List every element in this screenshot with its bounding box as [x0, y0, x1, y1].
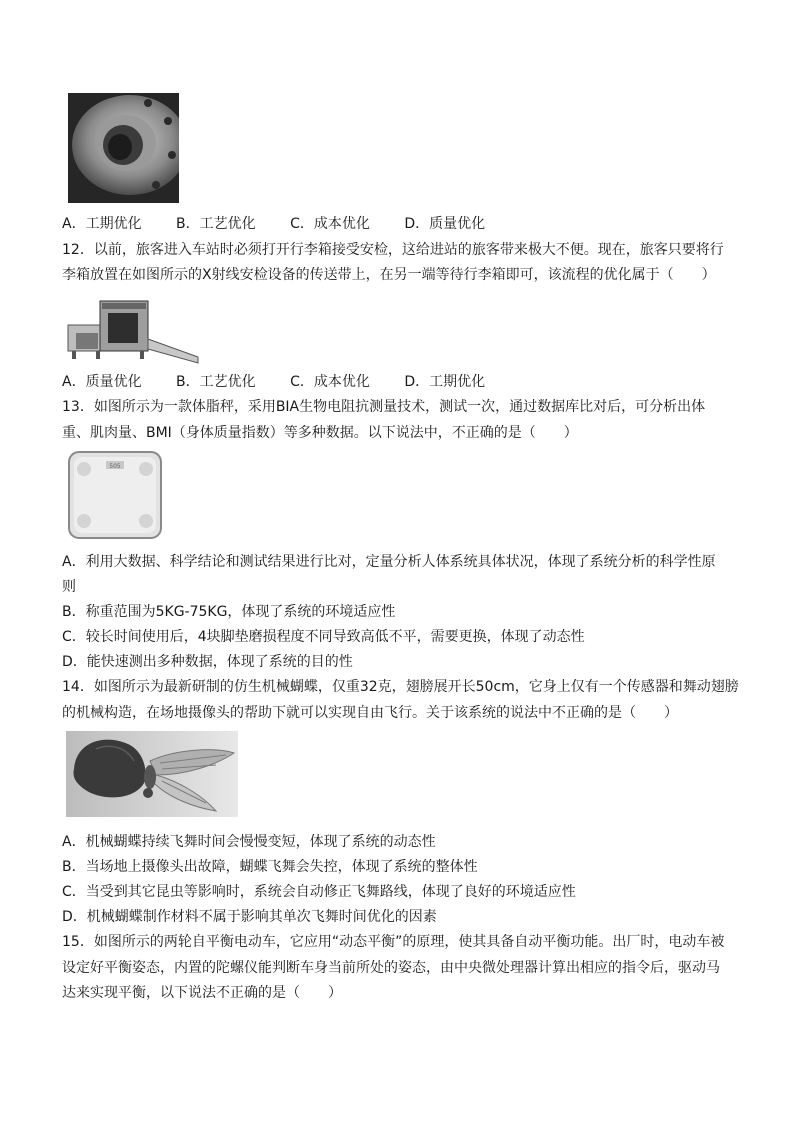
q12-option-d: D．工期优化: [404, 374, 486, 390]
q14-option-d: D．机械蝴蝶制作材料不属于影响其单次飞舞时间优化的因素: [62, 909, 437, 925]
q14-option-a: A．机械蝴蝶持续飞舞时间会慢慢变短，体现了系统的动态性: [62, 834, 436, 850]
q13-option-d: D．能快速测出多种数据，体现了系统的目的性: [62, 654, 353, 670]
q12-stem-line2: 李箱放置在如图所示的X射线安检设备的传送带上，在另一端等待行李箱即可，该流程的优化属于（ ）: [62, 267, 716, 283]
q13-stem-line2: 重、肌肉量、BMI（身体质量指数）等多种数据。以下说法中，不正确的是（ ）: [62, 425, 578, 441]
q11-option-a: A．工期优化: [62, 216, 142, 232]
robot-butterfly-image: [66, 731, 238, 817]
q14-stem-line1: 14．如图所示为最新研制的仿生机械蝴蝶，仅重32克，翅膀展开长50cm，它身上仅有一个传感器和舞动翅膀: [62, 679, 739, 695]
q12-stem-line1: 12．以前，旅客进入车站时必须打开行李箱接受安检，这给进站的旅客带来极大不便。现在，旅客只要将行: [62, 242, 724, 258]
q13-option-a-line2: 则: [62, 579, 76, 595]
q15-stem-line3: 达来实现平衡，以下说法不正确的是（ ）: [62, 985, 342, 1001]
q14-option-b: B．当场地上摄像头出故障，蝴蝶飞舞会失控，体现了系统的整体性: [62, 859, 478, 875]
q11-option-b: B．工艺优化: [176, 216, 256, 232]
q15-stem-line1: 15．如图所示的两轮自平衡电动车，它应用“动态平衡”的原理，使其具备自动平衡功能。出厂时，电动车被: [62, 934, 725, 950]
q13-option-b: B．称重范围为5KG-75KG，体现了系统的环境适应性: [62, 604, 396, 620]
q14-stem-line2: 的机械构造，在场地摄像头的帮助下就可以实现自由飞行。关于该系统的说法中不正确的是（ ）: [62, 705, 678, 721]
q12-option-b: B．工艺优化: [176, 374, 256, 390]
xray-scanner-image: [66, 293, 200, 365]
q12-options: [62, 372, 515, 392]
q13-option-c: C．较长时间使用后，4块脚垫磨损程度不同导致高低不平，需要更换，体现了动态性: [62, 629, 585, 645]
q11-option-d: D．质量优化: [404, 216, 486, 232]
q11-option-c: C．成本优化: [290, 216, 370, 232]
q15-stem-line2: 设定好平衡姿态，内置的陀螺仪能判断车身当前所处的姿态，由中央微处理器计算出相应的指令后，驱动马: [62, 960, 720, 976]
q11-options: [62, 214, 515, 234]
q14-option-c: C．当受到其它昆虫等影响时，系统会自动修正飞舞路线，体现了良好的环境适应性: [62, 884, 576, 900]
q13-option-a-line1: A．利用大数据、科学结论和测试结果进行比对，定量分析人体系统具体状况，体现了系统分析的科学性原: [62, 554, 716, 570]
q13-stem-line1: 13．如图所示为一款体脂秤，采用BIA生物电阻抗测量技术，测试一次，通过数据库比对后，可分析出体: [62, 399, 706, 415]
q12-option-c: C．成本优化: [290, 374, 370, 390]
scale-display-text: 505: [109, 463, 121, 470]
q12-option-a: A．质量优化: [62, 374, 142, 390]
body-fat-scale-image: [66, 449, 164, 541]
flange-image: [68, 93, 179, 203]
